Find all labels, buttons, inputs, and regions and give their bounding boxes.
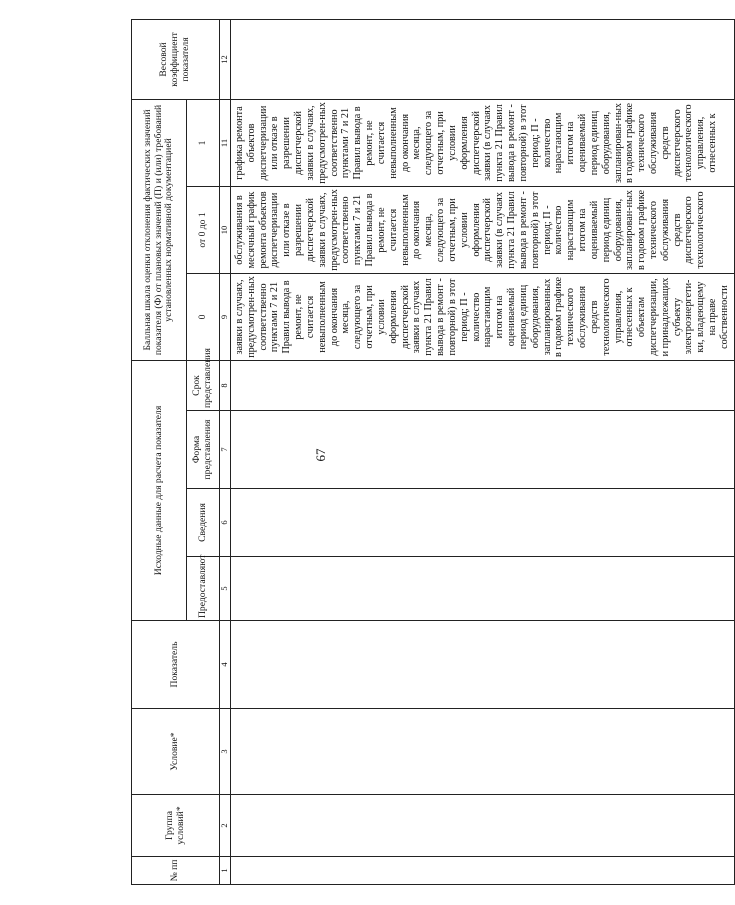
cell-info bbox=[231, 489, 735, 557]
cell-condition bbox=[231, 709, 735, 795]
column-number: 8 bbox=[220, 360, 231, 410]
page-number: 67 bbox=[313, 448, 328, 462]
column-number: 12 bbox=[220, 19, 231, 99]
cell-condition-group bbox=[231, 795, 735, 857]
column-number: 11 bbox=[220, 99, 231, 186]
column-number: 6 bbox=[220, 489, 231, 557]
header-form: Форма представления bbox=[187, 411, 220, 489]
header-score-scale: Балльная шкала оценки отклонения фактических значений показателя (Ф) от плановых значений (П) и (или) требований установленных нормативной документацией bbox=[132, 99, 187, 360]
column-number-row bbox=[220, 19, 231, 884]
cell-deadline bbox=[231, 360, 735, 410]
header-source-data: Исходные данные для расчета показателя bbox=[132, 360, 187, 620]
header-score-1: 1 bbox=[187, 99, 220, 186]
cell-weight bbox=[231, 19, 735, 99]
header-info: Сведения bbox=[187, 489, 220, 557]
column-number: 3 bbox=[220, 709, 231, 795]
cell-number bbox=[231, 857, 735, 885]
column-number: 4 bbox=[220, 621, 231, 709]
cell-score-0: заявки в случаях, предусмотрен-ных соответственно пунктами 7 и 21 Правил вывода в ремонт, не считается невыполненным до окончания месяца, следующего за отчетным, при условии оформления диспетчерской заявки в случаях пункта 21 Правил вывода в ремонт - повторной) в этот период; П - количество нарастающим итогом на оцениваемый период единиц оборудования, запланированных в годовом графике технического обслуживания средств технологического управления, отнесенных к объектам диспетчеризации, и принадлежащих субъекту электроэнергети-ки, владеющему на праве собственности bbox=[231, 273, 735, 360]
header-number: № пп bbox=[132, 857, 220, 885]
cell-provider bbox=[231, 557, 735, 621]
column-number: 9 bbox=[220, 273, 231, 360]
cell-score-1: графика ремонта объектов диспетчеризации или отказе в разрешении диспетчерской заявки в случаях, предусмотрен-ных соответственно пунктами 7 и 21 Правил вывода в ремонт, не считается невыполненным до окончания месяца, следующего за отчетным, при условии оформления диспетчерской заявки (в случаях пункта 21 Правил вывода в ремонт - повторной) в этот период; П - количество нарастающим итогом на оцениваемый период единиц оборудования, запланирован-ных в годовом графике технического обслуживания средств диспетчерского технологического управления, отнесенных к bbox=[231, 99, 735, 186]
header-score-0: 0 bbox=[187, 273, 220, 360]
header-condition-group: Группа условий* bbox=[132, 795, 220, 857]
column-number: 10 bbox=[220, 186, 231, 273]
cell-form bbox=[231, 411, 735, 489]
header-row-top bbox=[132, 19, 187, 884]
indicator-table bbox=[131, 19, 735, 885]
cell-score-0-1: обслуживания в месячный график ремонта объектов диспетчеризации или отказе в разрешении диспетчерской заявки в случаях, предусмотрен-ных соответственно пунктами 7 и 21 Правил вывода в ремонт, не считается невыполненным до окончания месяца, следующего за отчетным, при условии оформления диспетчерской заявки (в случаях пункта 21 Правил вывода в ремонт - повторной) в этот период; П - количество нарастающим итогом на оцениваемый период единиц оборудования, запланирован-ных в годовом графике технического обслуживания средств диспетчерского технологического bbox=[231, 186, 735, 273]
header-deadline: Срок представления bbox=[187, 360, 220, 410]
column-number: 1 bbox=[220, 857, 231, 885]
header-provider: Предоставляют bbox=[187, 557, 220, 621]
table-row bbox=[231, 19, 735, 884]
header-indicator: Показатель bbox=[132, 621, 220, 709]
header-condition: Условие* bbox=[132, 709, 220, 795]
header-score-0-1: от 0 до 1 bbox=[187, 186, 220, 273]
cell-indicator bbox=[231, 621, 735, 709]
header-weight: Весовой коэффициент показателя bbox=[132, 19, 220, 99]
column-number: 5 bbox=[220, 557, 231, 621]
column-number: 7 bbox=[220, 411, 231, 489]
rotated-table-sheet bbox=[131, 20, 730, 885]
column-number: 2 bbox=[220, 795, 231, 857]
